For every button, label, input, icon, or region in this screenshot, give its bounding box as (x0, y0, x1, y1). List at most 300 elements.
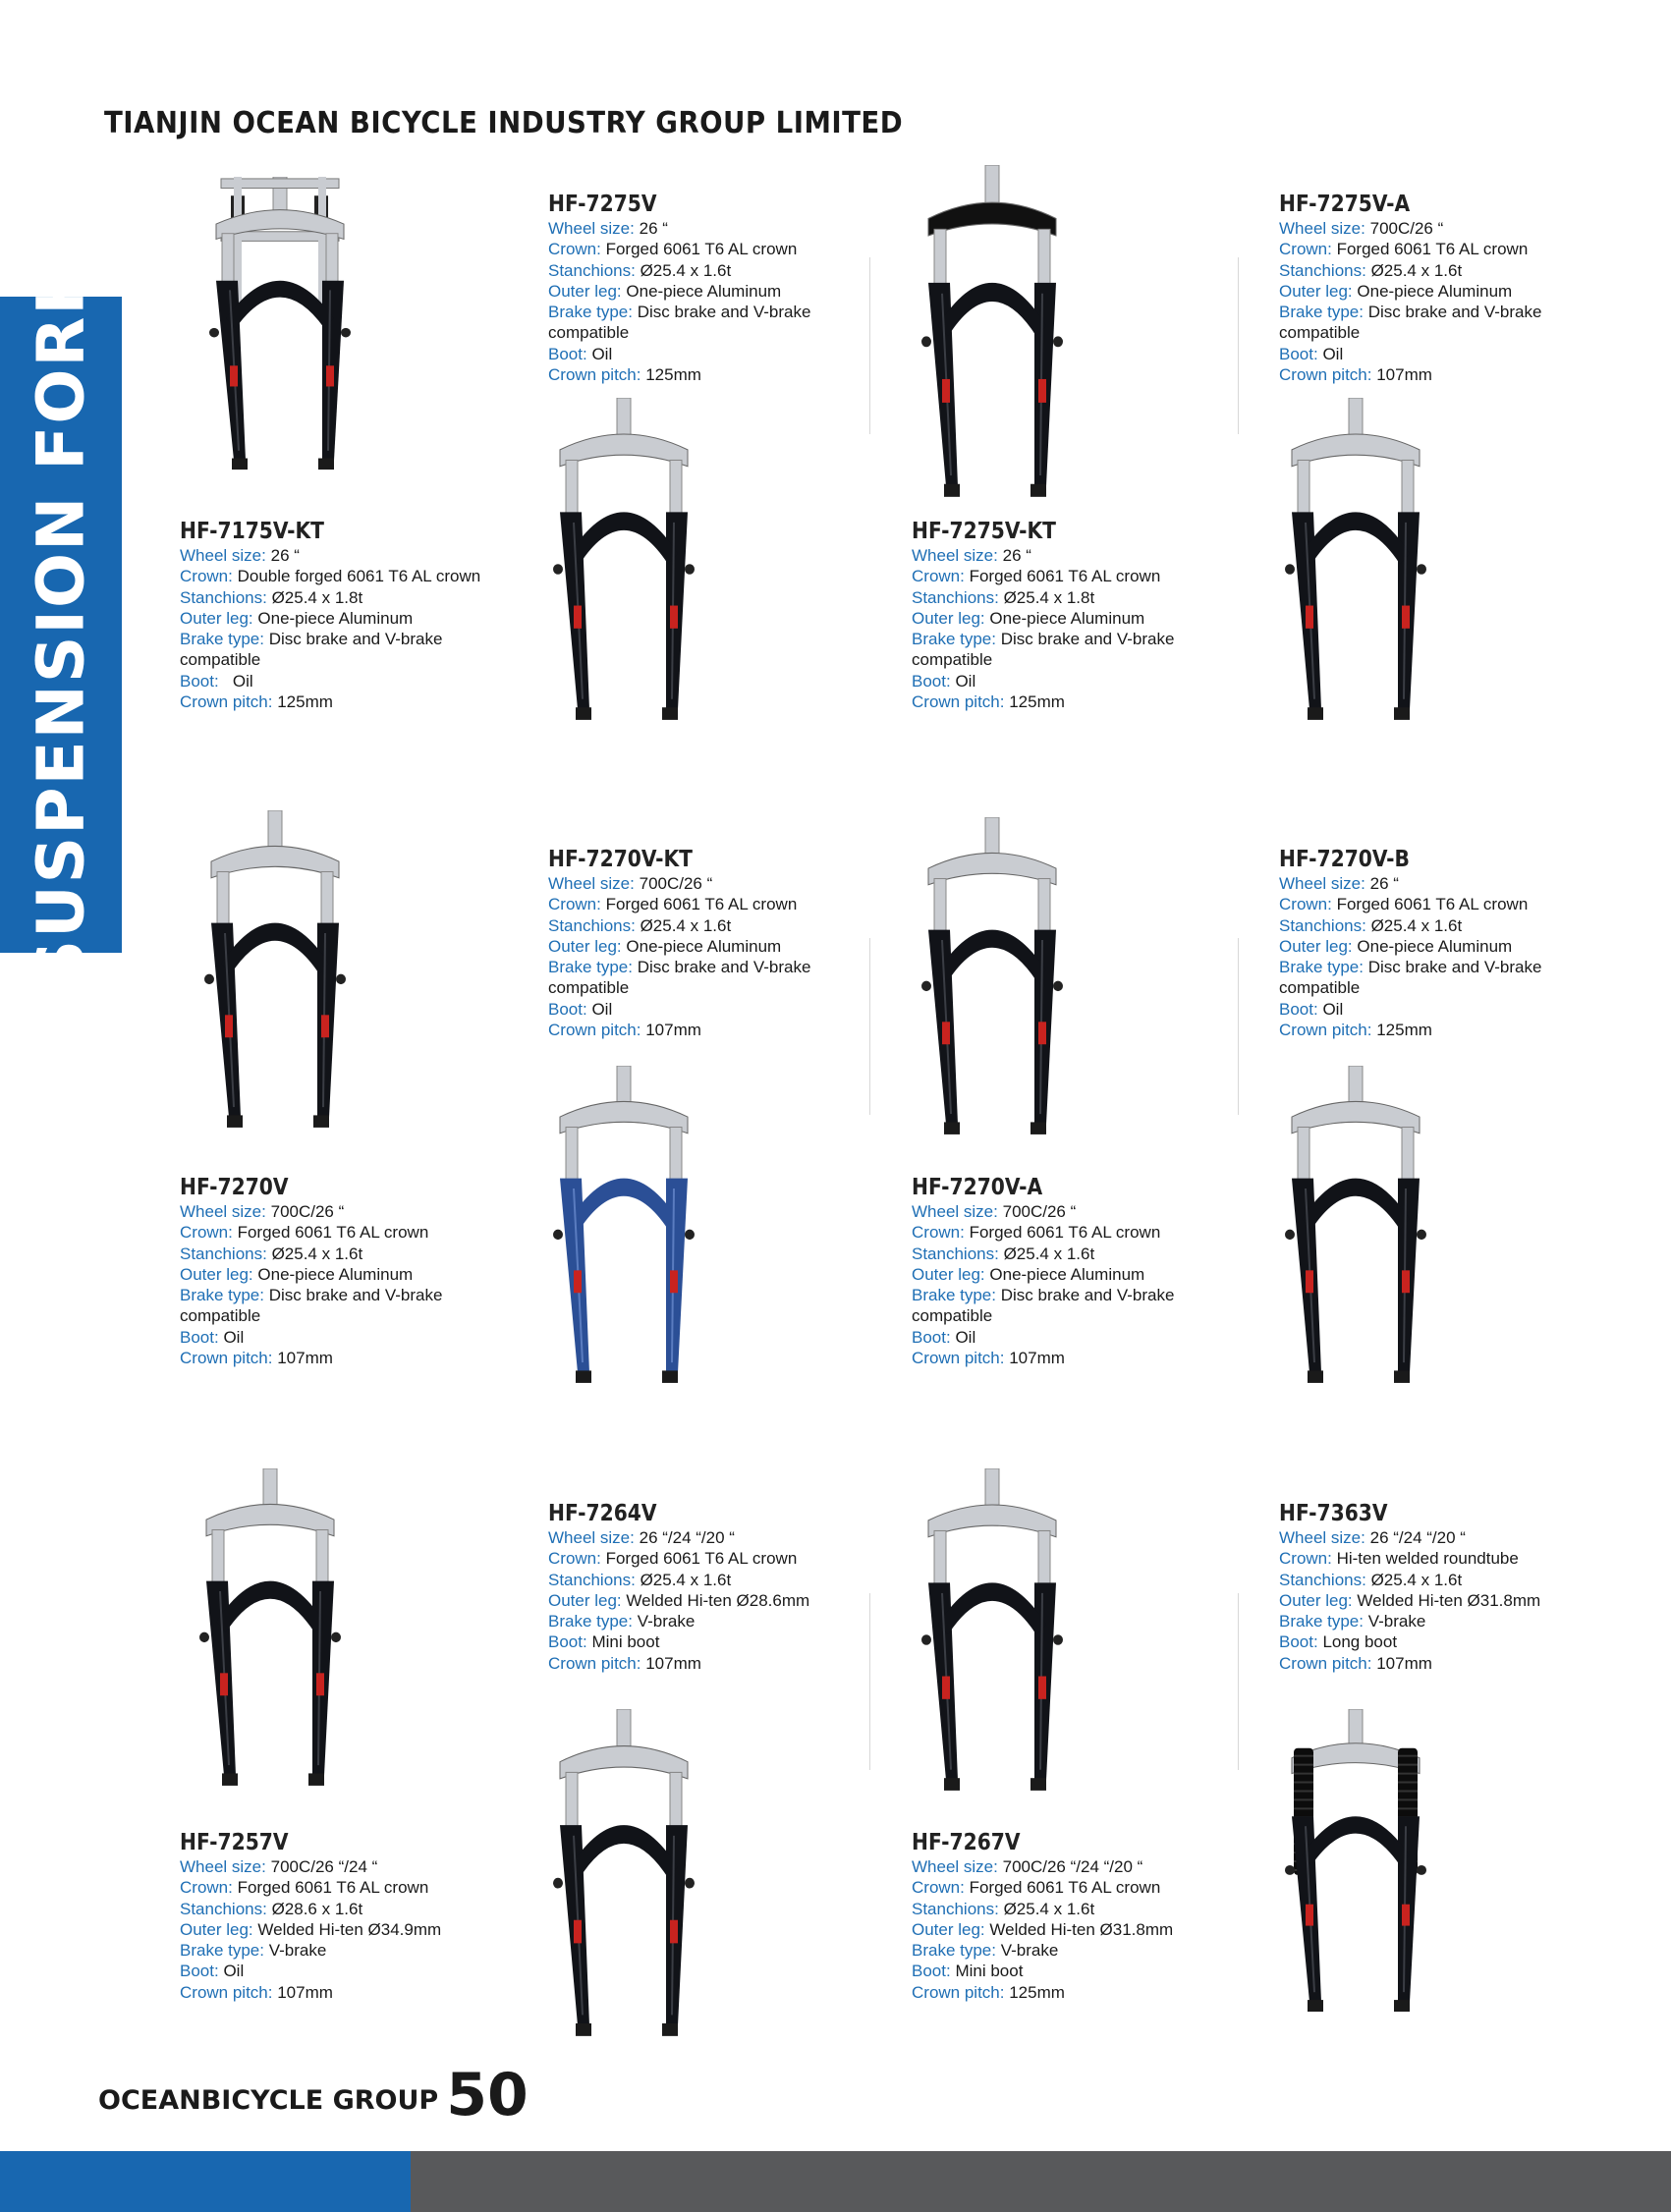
spec-row (548, 281, 810, 302)
footer-brand (98, 2061, 529, 2129)
spec-label: Wheel size: (180, 1857, 266, 1876)
product-name: HF-7275V-A (1279, 192, 1411, 217)
spec-value: 125mm (1376, 1021, 1432, 1040)
spec-label: Boot: (912, 1327, 951, 1347)
product-name: HF-7270V-A (912, 1175, 1043, 1200)
spec-value: 26 “ (270, 546, 300, 565)
spec-row (180, 1222, 442, 1243)
product-name: HF-7175V-KT (180, 519, 324, 544)
product-name: HF-7257V (180, 1830, 289, 1855)
spec-row (912, 545, 1174, 566)
spec-value: Disc brake and V-brake (637, 303, 811, 322)
spec-row (180, 1285, 442, 1305)
spec-row (180, 566, 480, 586)
column-divider (1238, 1593, 1239, 1770)
spec-label: Outer leg: (548, 936, 622, 956)
spec-label: Crown: (912, 567, 965, 586)
spec-row (912, 566, 1174, 586)
spec-label: Boot: (180, 671, 219, 691)
spec-label: Stanchions: (1279, 1570, 1366, 1589)
spec-row (180, 1982, 441, 2003)
spec-label: Outer leg: (912, 1264, 985, 1284)
spec-row (180, 587, 480, 608)
fork-image (1262, 1709, 1449, 2014)
spec-label: Brake type: (180, 1941, 264, 1961)
spec-value: Ø25.4 x 1.6t (1370, 915, 1463, 935)
spec-label: Crown: (912, 1223, 965, 1243)
spec-value: 26 “ (639, 219, 668, 238)
spec-value: compatible (180, 650, 261, 670)
product-hf-7264v (548, 1501, 809, 1674)
spec-row (180, 545, 480, 566)
spec-value: Double forged 6061 T6 AL crown (237, 567, 481, 586)
spec-row (180, 1327, 442, 1348)
company-name: TIANJIN OCEAN BICYCLE INDUSTRY GROUP LIMITED (104, 106, 904, 140)
spec-label: Crown pitch: (180, 692, 273, 712)
fork-image (182, 810, 368, 1130)
spec-label: Brake type: (548, 1612, 633, 1631)
spec-row (548, 977, 810, 998)
fork-image (530, 1066, 717, 1385)
spec-row (912, 691, 1174, 712)
spec-value: One-piece Aluminum (989, 1264, 1145, 1284)
spec-row (180, 1244, 442, 1264)
spec-value: 125mm (1009, 692, 1065, 712)
spec-value: 26 “ (1369, 874, 1399, 893)
spec-row (180, 1856, 441, 1877)
spec-value: Ø25.4 x 1.6t (1003, 1899, 1095, 1918)
spec-value: 107mm (645, 1021, 701, 1040)
spec-row (912, 1201, 1174, 1222)
spec-label: Crown pitch: (912, 692, 1005, 712)
spec-row (912, 1919, 1173, 1940)
spec-label: Stanchions: (912, 1244, 999, 1263)
spec-row (912, 1222, 1174, 1243)
spec-label: Wheel size: (180, 546, 266, 565)
spec-label: Crown pitch: (912, 1349, 1005, 1368)
spec-value: 26 “/24 “/20 “ (1369, 1528, 1466, 1547)
spec-label: Stanchions: (180, 1899, 267, 1918)
section-tab (0, 262, 122, 987)
spec-row (548, 957, 810, 977)
spec-label: Outer leg: (1279, 936, 1353, 956)
spec-value: Welded Hi-ten Ø28.6mm (626, 1590, 810, 1610)
spec-label: Wheel size: (1279, 874, 1365, 893)
spec-label: Outer leg: (912, 1919, 985, 1939)
spec-row (1279, 915, 1541, 936)
spec-row (1279, 344, 1541, 364)
spec-row (548, 1611, 809, 1631)
spec-value: 107mm (277, 1349, 333, 1368)
spec-row (548, 302, 810, 322)
spec-value: Long boot (1322, 1632, 1398, 1652)
spec-row (912, 1877, 1173, 1898)
spec-value: 107mm (645, 1653, 701, 1673)
spec-value: compatible (548, 323, 630, 343)
spec-value: Disc brake and V-brake (1367, 303, 1542, 322)
spec-label: Stanchions: (180, 587, 267, 607)
spec-value: Oil (223, 671, 253, 691)
spec-label: Crown pitch: (1279, 1653, 1372, 1673)
spec-label: Outer leg: (912, 608, 985, 628)
spec-value: V-brake (1367, 1612, 1426, 1631)
spec-value: V-brake (268, 1941, 327, 1961)
spec-row (1279, 239, 1541, 259)
spec-label: Crown: (912, 1878, 965, 1898)
spec-label: Crown: (1279, 895, 1332, 914)
spec-value: One-piece Aluminum (257, 608, 414, 628)
column-divider (869, 1593, 870, 1770)
spec-value: Hi-ten welded roundtube (1336, 1549, 1519, 1569)
spec-value: compatible (180, 1306, 261, 1326)
product-hf-7275v-a (1279, 192, 1541, 385)
spec-row (912, 649, 1174, 670)
spec-value: 107mm (1009, 1349, 1065, 1368)
spec-label: Brake type: (912, 1941, 996, 1961)
spec-label: Brake type: (548, 303, 633, 322)
spec-value: One-piece Aluminum (1357, 281, 1513, 301)
spec-row (180, 1305, 442, 1326)
spec-value: Welded Hi-ten Ø31.8mm (989, 1919, 1174, 1939)
spec-row (1279, 1631, 1540, 1652)
fork-image (530, 1709, 717, 2038)
spec-row (548, 894, 810, 914)
product-name: HF-7267V (912, 1830, 1021, 1855)
spec-label: Stanchions: (912, 587, 999, 607)
spec-label: Boot: (1279, 1632, 1318, 1652)
spec-row (180, 1961, 441, 1981)
spec-row (180, 1940, 441, 1961)
spec-label: Boot: (912, 1962, 951, 1981)
product-hf-7270v-kt (548, 847, 810, 1040)
spec-label: Crown pitch: (912, 1982, 1005, 2002)
spec-row (912, 629, 1174, 649)
spec-value: Ø25.4 x 1.6t (1370, 260, 1463, 280)
product-name: HF-7275V (548, 192, 657, 217)
column-divider (869, 938, 870, 1115)
fork-image (899, 1468, 1086, 1793)
spec-value: Forged 6061 T6 AL crown (969, 1878, 1161, 1898)
spec-label: Outer leg: (1279, 1590, 1353, 1610)
spec-row (548, 873, 810, 894)
spec-value: Oil (223, 1327, 245, 1347)
spec-label: Wheel size: (912, 546, 998, 565)
product-hf-7363v (1279, 1501, 1540, 1674)
spec-row (180, 649, 480, 670)
fork-image (899, 817, 1086, 1136)
spec-label: Stanchions: (548, 1570, 636, 1589)
spec-value: Forged 6061 T6 AL crown (1336, 895, 1529, 914)
spec-value: Oil (955, 1327, 976, 1347)
spec-row (548, 239, 810, 259)
spec-value: compatible (1279, 978, 1361, 998)
spec-label: Brake type: (1279, 958, 1364, 977)
spec-value: V-brake (1000, 1941, 1059, 1961)
spec-value: 700C/26 “/24 “/20 “ (1002, 1857, 1143, 1876)
spec-label: Wheel size: (548, 1528, 635, 1547)
fork-image (1262, 398, 1449, 722)
spec-value: 125mm (277, 692, 333, 712)
spec-value: Disc brake and V-brake (1000, 630, 1175, 649)
spec-label: Brake type: (548, 958, 633, 977)
spec-row (180, 691, 480, 712)
spec-label: Stanchions: (180, 1244, 267, 1263)
product-name: HF-7275V-KT (912, 519, 1056, 544)
spec-value: 700C/26 “/24 “ (270, 1857, 378, 1876)
spec-value: Disc brake and V-brake (1367, 958, 1542, 977)
product-name: HF-7270V (180, 1175, 289, 1200)
spec-value: 700C/26 “ (639, 874, 713, 893)
spec-value: compatible (912, 1306, 993, 1326)
spec-value: Mini boot (955, 1962, 1024, 1981)
spec-row (1279, 1590, 1540, 1611)
spec-row (180, 1877, 441, 1898)
spec-row (548, 344, 810, 364)
spec-value: Welded Hi-ten Ø34.9mm (257, 1919, 442, 1939)
spec-label: Boot: (548, 999, 587, 1019)
spec-label: Boot: (912, 671, 951, 691)
spec-value: Forged 6061 T6 AL crown (1336, 240, 1529, 259)
spec-row (548, 364, 810, 385)
spec-row (548, 322, 810, 343)
spec-value: 700C/26 “ (1369, 219, 1444, 238)
spec-value: Welded Hi-ten Ø31.8mm (1357, 1590, 1541, 1610)
spec-label: Wheel size: (180, 1202, 266, 1221)
spec-row (180, 608, 480, 629)
spec-row (548, 936, 810, 957)
fork-image (1262, 1066, 1449, 1385)
spec-label: Outer leg: (548, 281, 622, 301)
spec-value: 125mm (1009, 1982, 1065, 2002)
spec-row (548, 1631, 809, 1652)
spec-label: Crown: (1279, 1549, 1332, 1569)
spec-value: Forged 6061 T6 AL crown (605, 895, 798, 914)
spec-value: Oil (955, 671, 976, 691)
spec-row (548, 1653, 809, 1674)
spec-row (1279, 364, 1541, 385)
spec-value: 26 “ (1002, 546, 1031, 565)
footer-brand-name: OCEANBICYCLE GROUP (98, 2085, 439, 2116)
column-divider (1238, 938, 1239, 1115)
spec-value: Ø28.6 x 1.6t (271, 1899, 363, 1918)
spec-value: One-piece Aluminum (626, 281, 782, 301)
spec-value: 700C/26 “ (270, 1202, 345, 1221)
product-name: HF-7270V-KT (548, 847, 693, 872)
spec-value: Forged 6061 T6 AL crown (237, 1223, 429, 1243)
spec-row (1279, 1653, 1540, 1674)
spec-value: 107mm (1376, 1653, 1432, 1673)
spec-value: V-brake (637, 1612, 696, 1631)
footer-bar-blue (0, 2151, 411, 2212)
spec-value: compatible (1279, 323, 1361, 343)
spec-value: Forged 6061 T6 AL crown (969, 1223, 1161, 1243)
spec-row (1279, 957, 1541, 977)
spec-value: Disc brake and V-brake (268, 1286, 443, 1305)
spec-value: compatible (548, 978, 630, 998)
spec-row (912, 1264, 1174, 1285)
spec-row (912, 671, 1174, 691)
spec-value: One-piece Aluminum (257, 1264, 414, 1284)
spec-value: Oil (1322, 344, 1344, 363)
spec-row (548, 1590, 809, 1611)
spec-label: Wheel size: (548, 219, 635, 238)
spec-row (912, 1899, 1173, 1919)
spec-label: Stanchions: (1279, 915, 1366, 935)
spec-label: Wheel size: (1279, 1528, 1365, 1547)
spec-value: Disc brake and V-brake (268, 630, 443, 649)
spec-label: Brake type: (1279, 303, 1364, 322)
spec-row (912, 1244, 1174, 1264)
spec-row (1279, 977, 1541, 998)
spec-label: Stanchions: (548, 915, 636, 935)
spec-value: compatible (912, 650, 993, 670)
spec-label: Crown: (180, 567, 233, 586)
spec-row (548, 1570, 809, 1590)
product-name: HF-7264V (548, 1501, 657, 1526)
spec-label: Wheel size: (1279, 219, 1365, 238)
spec-row (912, 1982, 1173, 2003)
spec-row (548, 1548, 809, 1569)
spec-label: Brake type: (180, 630, 264, 649)
spec-label: Outer leg: (180, 1919, 253, 1939)
spec-label: Wheel size: (912, 1857, 998, 1876)
spec-value: One-piece Aluminum (989, 608, 1145, 628)
spec-label: Crown: (548, 240, 601, 259)
spec-row (1279, 1020, 1541, 1040)
spec-value: Oil (1322, 999, 1344, 1019)
spec-label: Stanchions: (548, 260, 636, 280)
product-name: HF-7363V (1279, 1501, 1388, 1526)
spec-row (548, 1020, 810, 1040)
spec-row (1279, 1570, 1540, 1590)
spec-value: Mini boot (591, 1632, 660, 1652)
spec-row (180, 1919, 441, 1940)
spec-row (912, 1856, 1173, 1877)
spec-label: Brake type: (180, 1286, 264, 1305)
footer-bar-gray (411, 2151, 1671, 2212)
spec-label: Boot: (1279, 999, 1318, 1019)
spec-label: Crown pitch: (548, 1653, 641, 1673)
spec-value: 107mm (1376, 365, 1432, 385)
spec-row (180, 1348, 442, 1368)
spec-row (1279, 936, 1541, 957)
spec-label: Crown: (1279, 240, 1332, 259)
spec-value: Oil (591, 999, 613, 1019)
spec-value: One-piece Aluminum (626, 936, 782, 956)
spec-label: Boot: (1279, 344, 1318, 363)
product-hf-7257v (180, 1830, 441, 2003)
spec-row (548, 218, 810, 239)
product-hf-7267v (912, 1830, 1173, 2003)
spec-label: Wheel size: (912, 1202, 998, 1221)
spec-value: Forged 6061 T6 AL crown (605, 1549, 798, 1569)
spec-label: Boot: (180, 1962, 219, 1981)
spec-value: Disc brake and V-brake (1000, 1286, 1175, 1305)
spec-label: Stanchions: (1279, 260, 1366, 280)
spec-value: Ø25.4 x 1.6t (271, 1244, 363, 1263)
spec-value: Forged 6061 T6 AL crown (237, 1878, 429, 1898)
column-divider (1238, 257, 1239, 434)
product-hf-7175v-kt (180, 519, 480, 712)
product-hf-7275v (548, 192, 810, 385)
spec-value: Ø25.4 x 1.6t (640, 260, 732, 280)
spec-row (912, 608, 1174, 629)
spec-label: Crown pitch: (1279, 1021, 1372, 1040)
spec-label: Crown pitch: (548, 365, 641, 385)
spec-row (548, 999, 810, 1020)
spec-label: Boot: (548, 1632, 587, 1652)
spec-row (180, 1201, 442, 1222)
spec-label: Crown: (548, 1549, 601, 1569)
section-tab-label: SUSPENSION FORK (23, 262, 99, 987)
spec-row (1279, 1548, 1540, 1569)
spec-row (1279, 302, 1541, 322)
spec-row (1279, 1527, 1540, 1548)
column-divider (869, 257, 870, 434)
spec-value: Ø25.4 x 1.6t (1003, 1244, 1095, 1263)
spec-label: Outer leg: (1279, 281, 1353, 301)
spec-row (180, 1264, 442, 1285)
spec-row (912, 1285, 1174, 1305)
product-hf-7275v-kt (912, 519, 1174, 712)
spec-label: Outer leg: (180, 608, 253, 628)
spec-label: Crown pitch: (1279, 365, 1372, 385)
spec-label: Brake type: (1279, 1612, 1364, 1631)
spec-label: Wheel size: (548, 874, 635, 893)
spec-row (912, 1305, 1174, 1326)
spec-label: Boot: (548, 344, 587, 363)
spec-value: Oil (591, 344, 613, 363)
product-hf-7270v-a (912, 1175, 1174, 1368)
spec-value: One-piece Aluminum (1357, 936, 1513, 956)
spec-label: Brake type: (912, 1286, 996, 1305)
spec-row (912, 1348, 1174, 1368)
spec-value: Forged 6061 T6 AL crown (605, 240, 798, 259)
spec-label: Crown pitch: (548, 1021, 641, 1040)
spec-value: 107mm (277, 1982, 333, 2002)
spec-value: Ø25.4 x 1.6t (640, 1570, 732, 1589)
spec-row (912, 1961, 1173, 1981)
spec-row (1279, 999, 1541, 1020)
spec-row (548, 260, 810, 281)
spec-row (1279, 260, 1541, 281)
spec-label: Crown: (548, 895, 601, 914)
fork-image (177, 1468, 363, 1788)
spec-label: Crown: (180, 1878, 233, 1898)
spec-label: Boot: (180, 1327, 219, 1347)
product-hf-7270v-b (1279, 847, 1541, 1040)
spec-row (912, 1327, 1174, 1348)
spec-row (548, 915, 810, 936)
spec-value: Oil (223, 1962, 245, 1981)
product-hf-7270v (180, 1175, 442, 1368)
spec-row (548, 1527, 809, 1548)
spec-value: Forged 6061 T6 AL crown (969, 567, 1161, 586)
spec-row (1279, 218, 1541, 239)
spec-label: Stanchions: (912, 1899, 999, 1918)
spec-row (1279, 281, 1541, 302)
spec-value: 26 “/24 “/20 “ (639, 1528, 735, 1547)
spec-row (1279, 1611, 1540, 1631)
spec-row (1279, 873, 1541, 894)
spec-row (912, 587, 1174, 608)
spec-label: Outer leg: (180, 1264, 253, 1284)
spec-label: Crown: (180, 1223, 233, 1243)
spec-row (180, 671, 480, 691)
spec-row (180, 1899, 441, 1919)
product-name: HF-7270V-B (1279, 847, 1410, 872)
spec-value: Ø25.4 x 1.8t (1003, 587, 1095, 607)
